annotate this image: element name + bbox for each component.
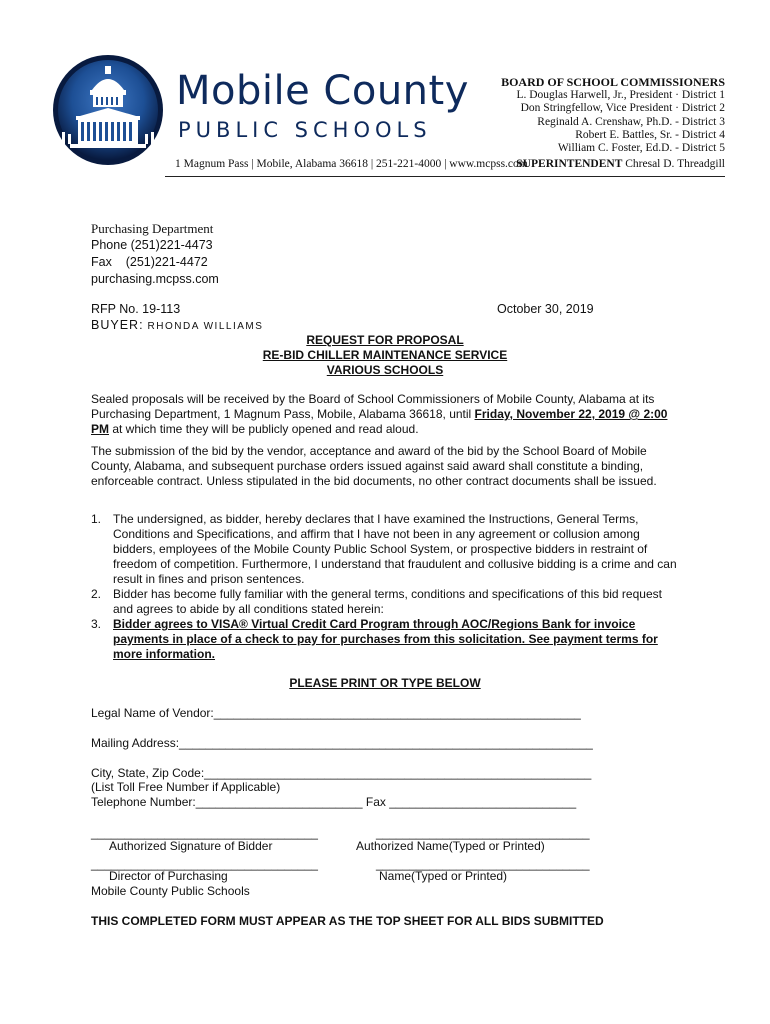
list-text: The undersigned, as bidder, hereby declares that I have examined the Instructions, General Terms, Conditions and Specifications, and affirm that I have not been in any agreement or collusion among bidders, employees of the Mobile County Public School System, or prospective bidders in restraint of freedom of competition. Furthermore, I understand that fraudulent and collusive bidding is a crime and can result in fines and prison sentences. (113, 512, 677, 586)
superintendent-label: SUPERINTENDENT (516, 158, 623, 170)
list-text: Bidder agrees to VISA® Virtual Credit Card Program through AOC/Regions Bank for invoice payments in place of a check to pay for purchases from this solicitation. See payment terms for more information. (113, 617, 658, 661)
superintendent-name: Chresal D. Threadgill (625, 158, 725, 170)
signature-line[interactable]: __________________________________ (91, 826, 318, 840)
board-member: William C. Foster, Ed.D. - District 5 (557, 142, 725, 155)
deadline: Friday, November 22, 2019 @ 2:00 PM (91, 407, 668, 436)
signature-label: Authorized Signature of Bidder (109, 839, 273, 853)
board-member: Don Stringfellow, Vice President · District 2 (520, 102, 725, 115)
city-state-zip-field[interactable]: City, State, Zip Code:__________________________________________________________ (91, 766, 592, 780)
toll-free-note: (List Toll Free Number if Applicable) (91, 780, 281, 794)
proposal-header (91, 333, 679, 378)
phone-fax-field[interactable]: Telephone Number:_________________________ Fax ____________________________ (91, 795, 577, 809)
buyer-label: BUYER: (91, 318, 144, 332)
paragraph-text: Sealed proposals will be received by the Board of School Commissioners of Mobile County, Alabama at its Purchasing Department, 1 Magnum Pass, Mobile, Alabama 36618, until (91, 392, 655, 421)
director-label: Director of Purchasing (109, 869, 228, 883)
list-number: 2. (91, 587, 102, 601)
header-line: RE-BID CHILLER MAINTENANCE SERVICE (262, 348, 508, 362)
org-subtitle: PUBLIC SCHOOLS (178, 118, 432, 142)
header-divider (165, 176, 725, 177)
footer-note: THIS COMPLETED FORM MUST APPEAR AS THE TOP SHEET FOR ALL BIDS SUBMITTED (91, 914, 604, 928)
paragraph-text: at which time they will be publicly opened and read aloud. (109, 422, 419, 436)
superintendent (516, 158, 725, 170)
authorized-name-line[interactable]: ________________________________ (376, 826, 590, 840)
buyer (91, 318, 263, 332)
declarations-list (91, 512, 679, 662)
board-member: L. Douglas Harwell, Jr., President · District 1 (516, 89, 725, 102)
paragraph-contract: The submission of the bid by the vendor, acceptance and award of the bid by the School Board of Mobile County, Alabama, and subsequent purchase orders issued against said award shall constitute a binding, enforceable contract. Unless stipulated in the bid documents, no other contract documents shall be issued. (91, 444, 657, 488)
board-list (501, 76, 725, 155)
list-number: 1. (91, 512, 102, 526)
board-member: Robert E. Battles, Sr. - District 4 (575, 128, 725, 141)
header-line: VARIOUS SCHOOLS (326, 363, 444, 377)
department-fax: Fax (251)221-4472 (91, 255, 208, 269)
department-block (91, 220, 219, 288)
form-instruction: PLEASE PRINT OR TYPE BELOW (289, 676, 481, 690)
org-name: Mobile County (176, 68, 469, 114)
district-seal-logo (52, 54, 164, 166)
department-name: Purchasing Department (91, 221, 214, 236)
legal-name-field[interactable]: Legal Name of Vendor:_______________________________________________________ (91, 706, 581, 720)
department-web: purchasing.mcpss.com (91, 272, 219, 286)
list-item (91, 617, 679, 662)
list-item (91, 512, 679, 587)
org-footer-label: Mobile County Public Schools (91, 884, 250, 898)
rfp-number: RFP No. 19-113 (91, 302, 181, 316)
buyer-name: RHONDA WILLIAMS (147, 321, 264, 332)
paragraph-deadline (91, 392, 679, 437)
list-number: 3. (91, 617, 102, 631)
department-phone: Phone (251)221-4473 (91, 238, 213, 252)
board-member: Reginald A. Crenshaw, Ph.D. - District 3 (537, 115, 725, 128)
address-line: 1 Magnum Pass | Mobile, Alabama 36618 | 251-221-4000 | www.mcpss.com (175, 158, 528, 170)
authorized-name-label: Authorized Name(Typed or Printed) (356, 839, 545, 853)
director-signature-line[interactable]: __________________________________ (91, 857, 318, 871)
mailing-address-field[interactable]: Mailing Address:______________________________________________________________ (91, 736, 593, 750)
director-name-line[interactable]: ________________________________ (376, 857, 590, 871)
list-item (91, 587, 679, 617)
name-label: Name(Typed or Printed) (379, 869, 508, 883)
rfp-date: October 30, 2019 (497, 302, 594, 316)
board-heading: BOARD OF SCHOOL COMMISSIONERS (501, 75, 725, 89)
header-line: REQUEST FOR PROPOSAL (306, 333, 464, 347)
list-text: Bidder has become fully familiar with the general terms, conditions and specifications of this bid request and agrees to abide by all conditions stated herein: (113, 587, 662, 616)
